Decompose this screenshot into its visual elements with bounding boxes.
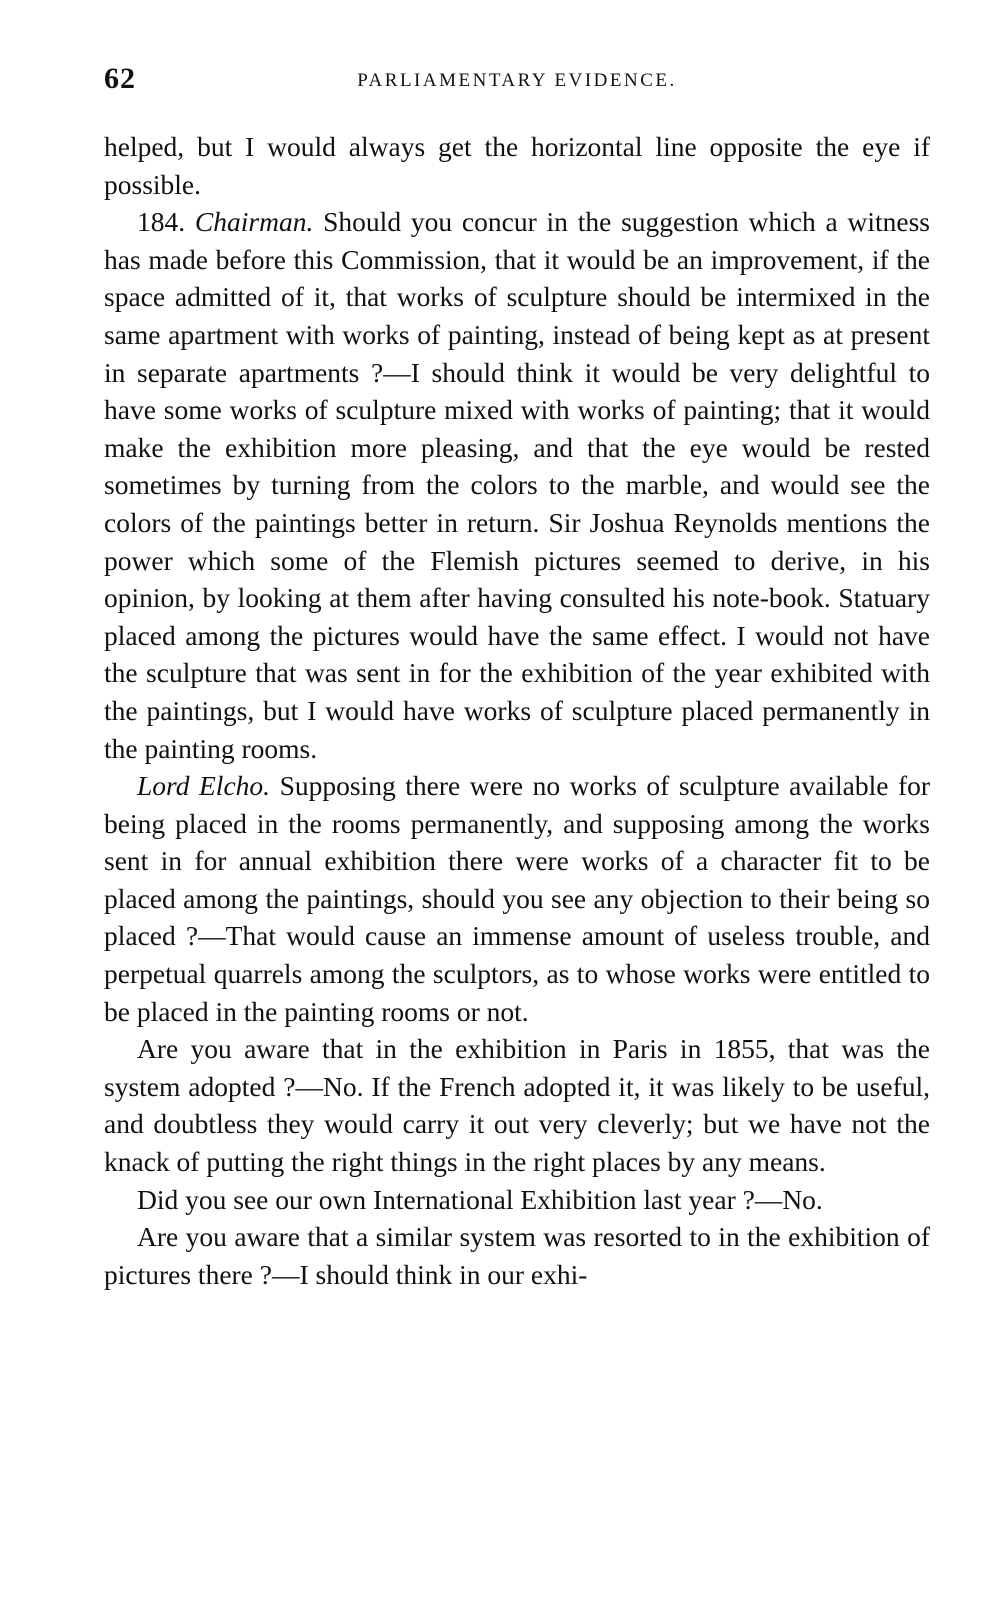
paragraph-text: Are you aware that in the exhibition in Paris in 1855, that was the system adopted ?—No. If the French adopted it, it was likely to be useful, and doubtless they would carry it out very cleverly; but we have not the knack of putting the right things in the right places by any means. xyxy=(104,1033,930,1178)
paragraph-international-exhibition xyxy=(104,1181,930,1219)
running-title: PARLIAMENTARY EVIDENCE. xyxy=(357,70,677,91)
speaker-name: Chairman. xyxy=(194,206,314,238)
page-number: 62 xyxy=(104,62,136,95)
paragraph-similar-system xyxy=(104,1218,930,1293)
paragraph-paris-exhibition xyxy=(104,1030,930,1180)
paragraph-text: Supposing there were no works of sculpture available for being placed in the rooms permanently, and supposing among the works sent in for annual exhibition there were works of a character fit to be placed among the paintings, should you see any objection to their being so placed ?—That would cause an immense amount of useless trouble, and perpetual quarrels among the sculptors, as to whose works were entitled to be placed in the painting rooms or not. xyxy=(104,770,931,1027)
paragraph-text: Should you concur in the suggestion which a witness has made before this Commission, that it would be an improvement, if the space admitted of it, that works of sculpture should be intermixed in the same apartment with works of painting, instead of being kept as at present in separate apartments ?—I should think it would be very delightful to have some works of sculpture mixed with works of painting; that it would make the exhibition more pleasing, and that the eye would be rested sometimes by turning from the colors to the marble, and would see the colors of the paintings better in return. Sir Joshua Reynolds mentions the power which some of the Flemish pictures seemed to derive, in his opinion, by looking at them after having consulted his note-book. Statuary placed among the pictures would have the same effect. I would not have the sculpture that was sent in for the exhibition of the year exhibited with the paintings, but I would have works of sculpture placed permanently in the painting rooms. xyxy=(104,206,931,764)
paragraph-text: Are you aware that a similar system was resorted to in the exhibition of pictures there ?—I should think in our exhi- xyxy=(104,1221,930,1290)
paragraph-text: Did you see our own International Exhibition last year ?—No. xyxy=(137,1183,823,1215)
speaker-name: Lord Elcho. xyxy=(137,770,271,802)
body-text xyxy=(104,128,930,1293)
paragraph-continuation xyxy=(104,128,930,203)
paragraph-question-184 xyxy=(104,203,930,767)
paragraph-text: helped, but I would always get the horizontal line opposite the eye if possible. xyxy=(104,131,930,200)
paragraph-lord-elcho xyxy=(104,767,930,1030)
running-header xyxy=(104,62,930,102)
question-number: 184. xyxy=(137,206,186,238)
